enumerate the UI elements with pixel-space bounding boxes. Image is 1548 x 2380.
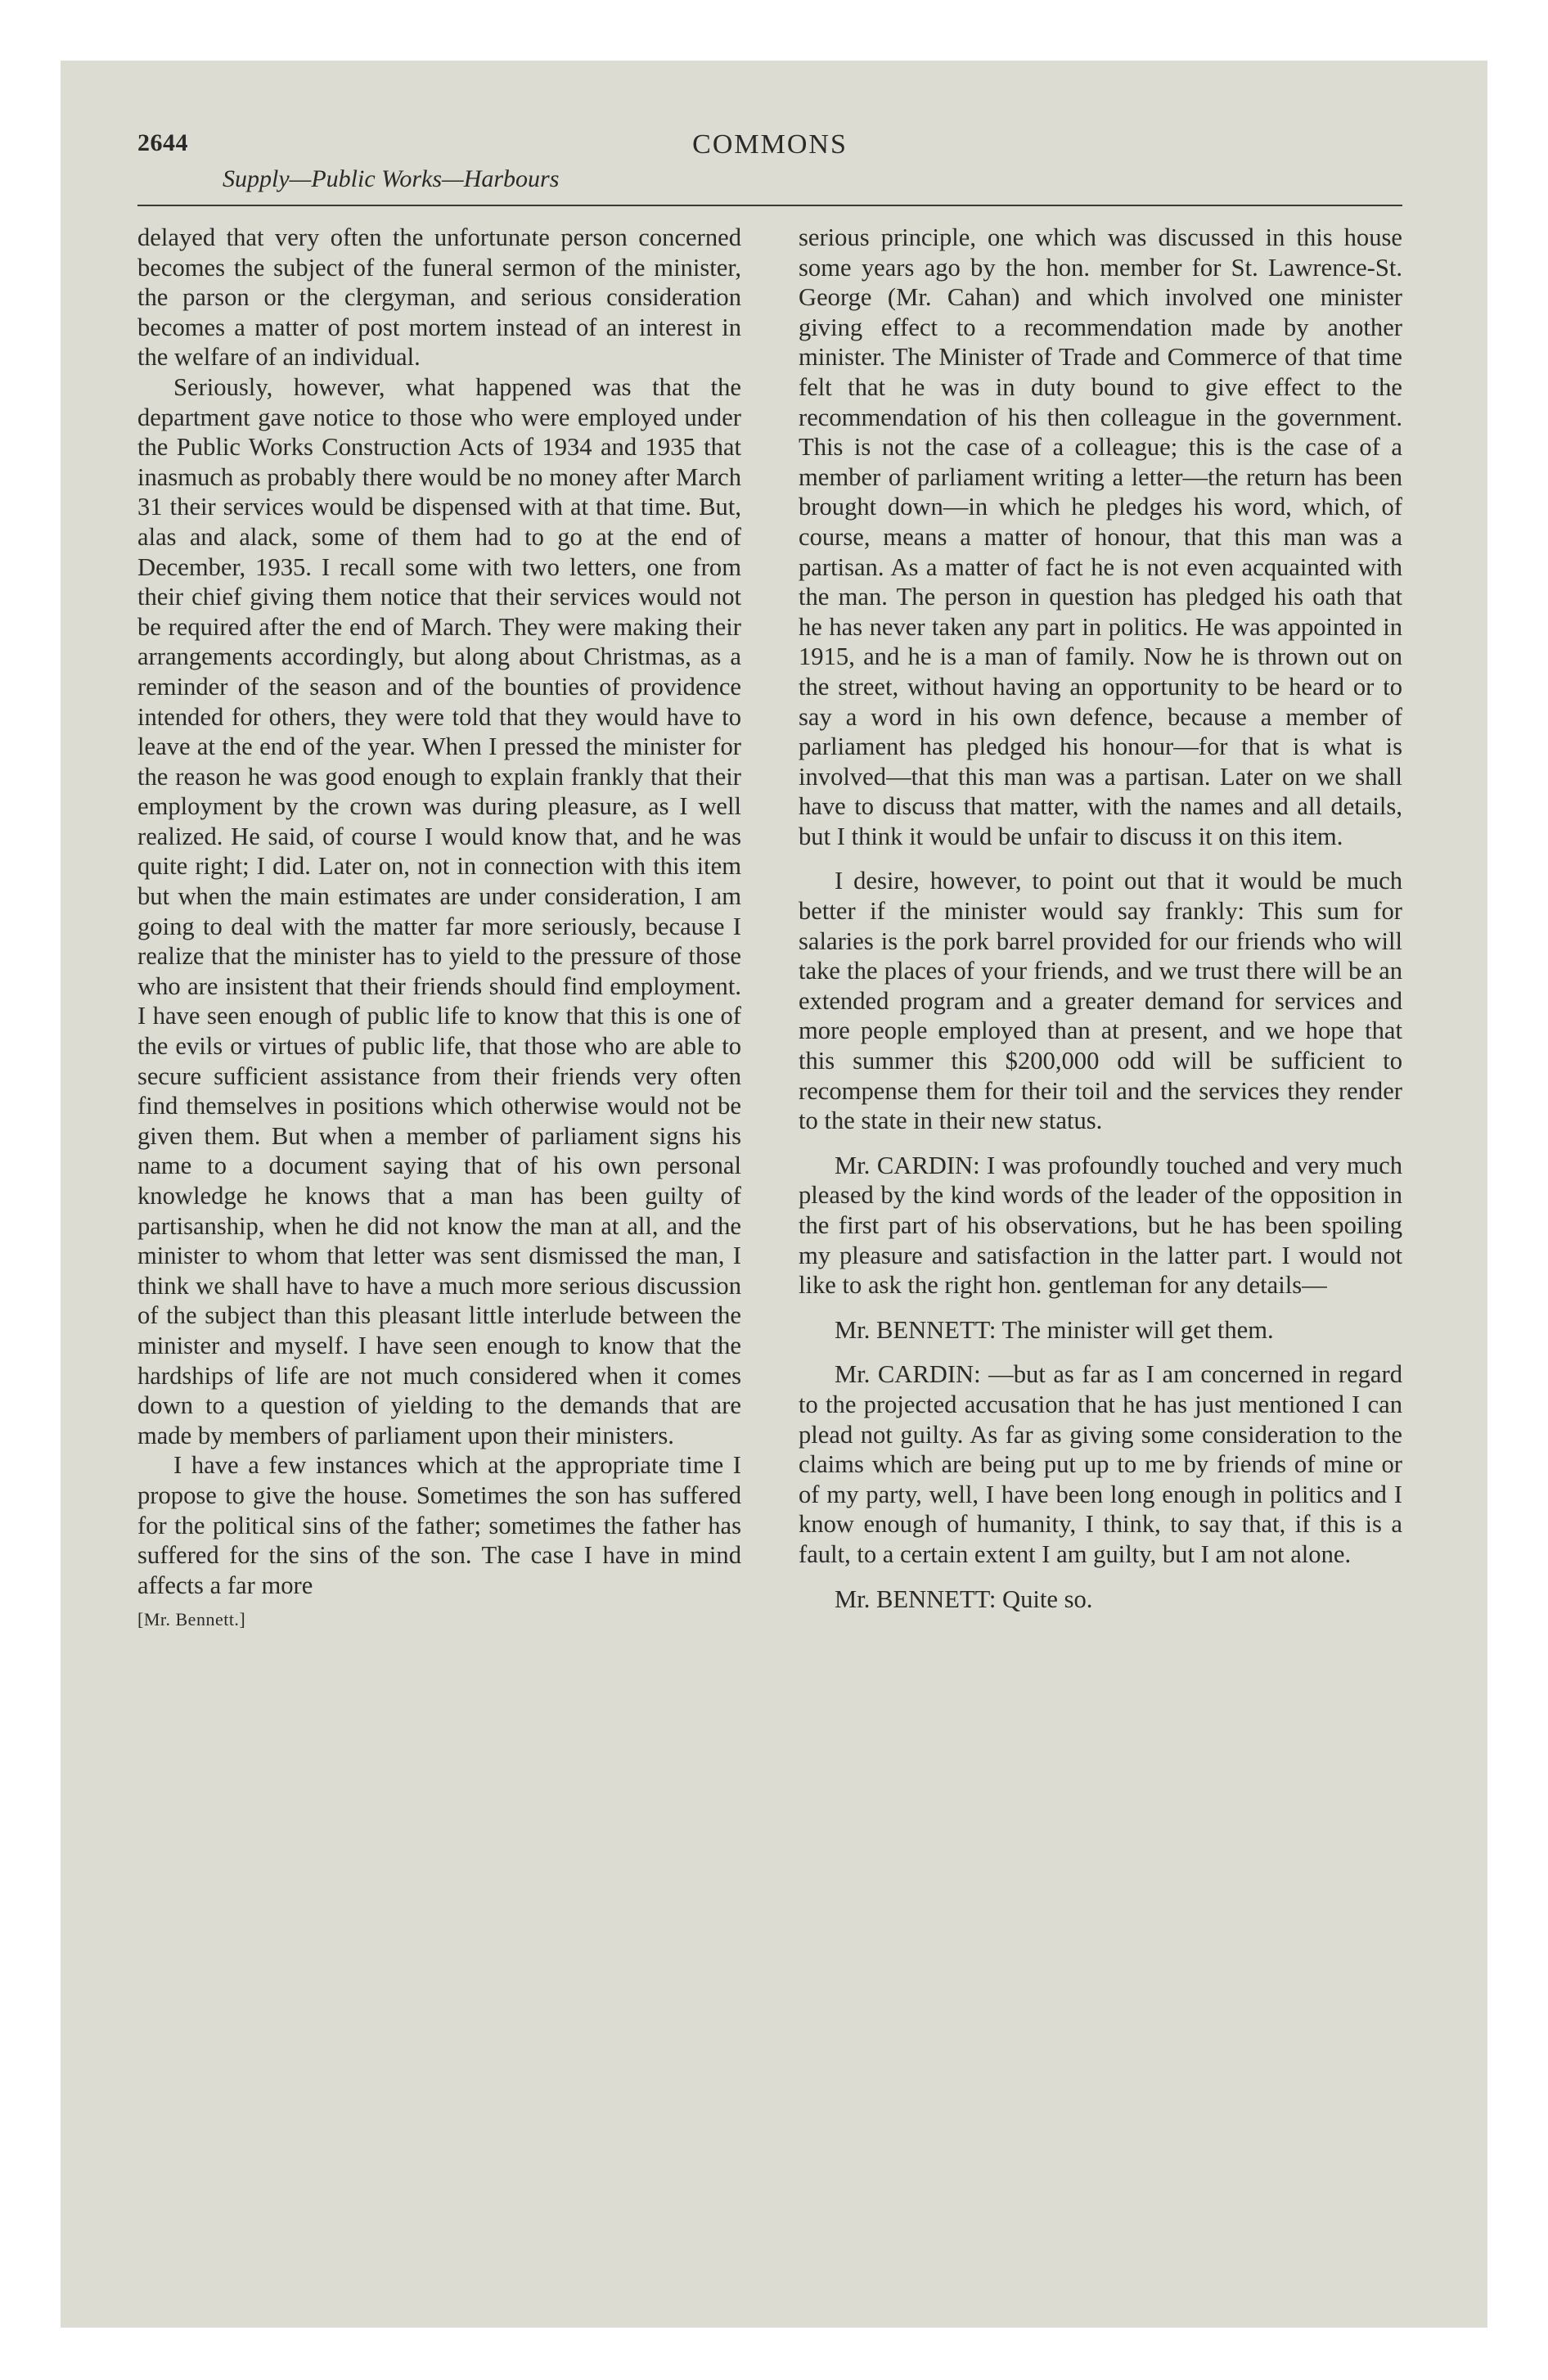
paragraph: I desire, however, to point out that it would be much better if the minister would say frankly: This sum for salaries is the pork barrel provided for our friends who will take the places of your friends, and we trust there will be an extended program and a greater demand for services and more people employed than at present, and we hope that this summer this $200,000 odd will be sufficient to recompense them for their toil and the services they render to the state in their new status. xyxy=(799,867,1402,1135)
speaker-name: Mr. CARDIN: xyxy=(835,1151,980,1179)
running-head: COMMONS xyxy=(692,129,848,160)
right-column xyxy=(799,223,1402,1635)
left-column xyxy=(137,223,741,1635)
paragraph: Seriously, however, what happened was that the department gave notice to those who were employed under the Public Works Construction Acts of 1934 and 1935 that inasmuch as probably there would be no money after March 31 their services would be dispensed with at that time. But, alas and alack, some of them had to go at the end of December, 1935. I recall some with two letters, one from their chief giving them notice that their services would not be required after the end of March. They were making their arrangements accordingly, but along about Christmas, as a reminder of the season and of the bounties of providence intended for others, they were told that they would have to leave at the end of the year. When I pressed the minister for the reason he was good enough to explain frankly that their employment by the crown was during pleasure, as I well realized. He said, of course I would know that, and he was quite right; I did. Later on, not in connection with this item but when the main estimates are under consideration, I am going to deal with the matter far more seriously, because I realize that the minister has to yield to the pressure of those who are insistent that their friends should find employment. I have seen enough of public life to know that this is one of the evils or virtues of public life, that those who are able to secure sufficient assistance from their friends very often find themselves in positions which otherwise would not be given them. But when a member of parliament signs his name to a document saying that of his own personal knowledge he knows that a man has been guilty of partisanship, when he did not know the man at all, and the minister to whom that letter was sent dismissed the man, I think we shall have to have a much more serious discussion of the subject than this pleasant little interlude between the minister and myself. I have seen enough to know that the hardships of life are not much considered when it comes down to a question of yielding to the demands that are made by members of parliament upon their ministers. xyxy=(137,372,741,1449)
speech-text: Quite so. xyxy=(1001,1584,1093,1613)
header-rule xyxy=(137,205,1402,206)
speaker-footer-note: [Mr. Bennett.] xyxy=(137,1609,246,1630)
speech xyxy=(799,1315,1402,1346)
speaker-name: Mr. CARDIN: xyxy=(835,1360,981,1389)
text-columns xyxy=(137,223,1402,1635)
speech xyxy=(799,1151,1402,1300)
speaker-name: Mr. BENNETT: xyxy=(835,1315,997,1344)
page-header xyxy=(137,129,1402,205)
subject-line: Supply—Public Works—Harbours xyxy=(223,165,560,192)
speech-text: —but as far as I am concerned in regard to the projected accusation that he has just mentioned I can plead not guilty. As far as giving some consideration to the claims which are being put up to me by friends of mine or of my party, well, I have been long enough in politics and I know enough of humanity, I think, to say that, if this is a fault, to a certain extent I am guilty, but I am not alone. xyxy=(799,1360,1402,1568)
speech-text: I was profoundly touched and very much pleased by the kind words of the leader of the opposition in the first part of his observations, but he has been spoiling my pleasure and satisfaction in the latter part. I would not like to ask the right hon. gentleman for any details— xyxy=(799,1151,1402,1300)
speaker-name: Mr. BENNETT: xyxy=(835,1584,997,1613)
paragraph: delayed that very often the unfortunate person concerned becomes the subject of the funeral sermon of the minister, the parson or the clergyman, and serious consideration becomes a matter of post mortem instead of an interest in the welfare of an individual. xyxy=(137,223,741,372)
paragraph: serious principle, one which was discussed in this house some years ago by the hon. member for St. Lawrence-St. George (Mr. Cahan) and which involved one minister giving effect to a recommendation made by another minister. The Minister of Trade and Commerce of that time felt that he was in duty bound to give effect to the recommendation of his then colleague in the government. This is not the case of a colleague; this is the case of a member of parliament writing a letter—the return has been brought down—in which he pledges his word, which, of course, means a matter of honour, that this man was a partisan. As a matter of fact he is not even acquainted with the man. The person in question has pledged his oath that he has never taken any part in politics. He was appointed in 1915, and he is a man of family. Now he is thrown out on the street, without having an opportunity to be heard or to say a word in his own defence, because a member of parliament has pledged his honour—for that is what is involved—that this man was a partisan. Later on we shall have to discuss that matter, with the names and all details, but I think it would be unfair to discuss it on this item. xyxy=(799,223,1402,850)
speech xyxy=(799,1359,1402,1569)
speech xyxy=(799,1584,1402,1615)
page-number: 2644 xyxy=(137,129,188,156)
speech-text: The minister will get them. xyxy=(1001,1315,1274,1344)
hansard-page xyxy=(137,129,1402,1635)
paragraph: I have a few instances which at the appropriate time I propose to give the house. Sometimes the son has suffered for the political sins of the father; sometimes the father has suffered for the sins of the son. The case I have in mind affects a far more xyxy=(137,1451,741,1599)
